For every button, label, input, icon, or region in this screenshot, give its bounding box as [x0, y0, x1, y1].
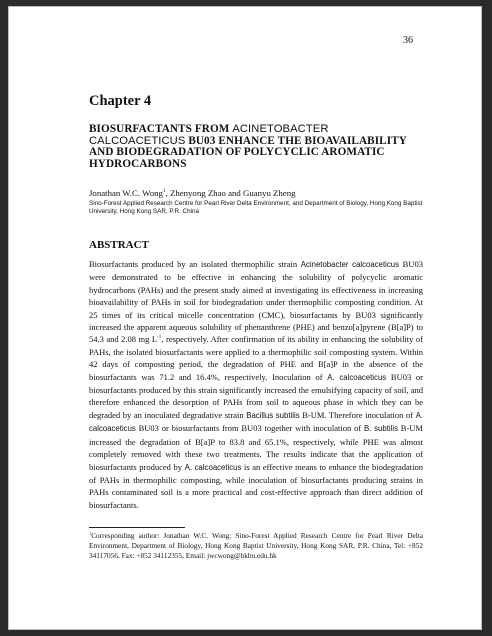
footnote-divider	[89, 527, 185, 528]
species-name: A. calcoaceticus	[327, 372, 387, 382]
footnote-mark: 1	[89, 530, 92, 536]
abstract-segment: BU03 or biosurfactants from BU03 together with inoculation of	[135, 423, 364, 434]
author-footnote-mark: 1	[162, 188, 166, 195]
title-part-2: BU03 ENHANCE THE BIOAVAILABILITY AND BIODEGRADATION OF POLYCYCLIC AROMATIC HYDROCARBONS	[89, 134, 407, 170]
abstract-segment: Biosurfactants produced by an isolated thermophilic strain	[89, 259, 301, 269]
chapter-heading: Chapter 4	[89, 93, 152, 109]
abstract-heading: ABSTRACT	[89, 239, 149, 251]
abstract-segment: , respectively. After confirmation of its ability in enhancing the solubility of PAHs, the isolated biosurfactants were applied to a thermophilic soil composting system. Within 42 days of composting period, the degradation of PHE and B[a]P in the absence of the biosurfactants was 71.2 and 16.4%, respectively. Inoculation of	[89, 334, 423, 382]
footnote-text: Corresponding author: Jonathan W.C. Wong: Sino-Forest Applied Research Centre for Pearl River Delta Environment, Department of Biology, Hong Kong Baptist University, Hong Kong SAR, P.R. China, Tel: +852 34117056, Fax: +852 34112355, Email: jwcwong@hkbu.edu.hk	[89, 531, 423, 560]
species-name: A. calcoaceticus	[184, 462, 242, 472]
title-part-1: BIOSURFACTANTS FROM	[89, 123, 233, 135]
abstract-segment: is an effective means to enhance the biodegradation of PAHs in thermophilic composting, while inoculation of biosurfactants producing strains in PAHs contaminated soil is a more practical and cost-effective approach than direct addition of biosurfactants.	[89, 461, 423, 510]
abstract-segment: B-UM. Therefore inoculation of	[299, 409, 416, 420]
author-line	[89, 188, 296, 198]
abstract-segment: BU03 or biosurfactants produced by this strain significantly increased the emulsifying capacity of soil, and therefore enhanced the desorption of PAHs from soil to aqueous phase in which they can be degraded by an inoculated degradative strain	[89, 371, 423, 420]
species-name: A. calcoaceticus	[89, 410, 424, 434]
abstract-segment: BU03 were demonstrated to be effective in enhancing the solubility of polycyclic aromatic hydrocarbons (PAHs) and the present study aimed at investigating its effectiveness in increasing bioavailability of PAHs in soil for biodegradation under thermophilic composting condition. At 25 times of its critical micelle concentration (CMC), biosurfactants by BU03 significantly increased the apparent aqueous solubility of phenanthrene (PHE) and benzo[a]pyrene (B[a]P) to 54.3 and 2.08 mg L	[89, 259, 423, 345]
title-species-epithet: CALCOACETICUS	[89, 134, 186, 147]
document-page	[8, 6, 482, 630]
author-others: , Zhenyong Zhao and Guanyu Zheng	[165, 188, 296, 198]
species-name: B. subtilis	[363, 424, 398, 434]
abstract-text	[89, 258, 423, 511]
affiliation: Sino-Forest Applied Research Centre for Pearl River Delta Environment, and Department of Biology, Hong Kong Baptist University, Hong Kong SAR, P.R. China	[89, 200, 423, 216]
unit-superscript: -1	[157, 334, 162, 341]
author-primary: Jonathan W.C. Wong	[89, 188, 163, 198]
species-name: Bacillus subtilis	[246, 410, 300, 420]
abstract-segment: B-UM increased the degradation of B[a]P to 83.8 and 65.1%, respectively, while PHE was almost completely removed with these two treatments. The results indicate that the application of biosurfactants produced by	[89, 423, 423, 472]
page-number: 36	[403, 35, 413, 46]
chapter-title	[89, 124, 419, 170]
species-name: Acinetobacter calcoaceticus	[300, 260, 399, 269]
title-species-genus: ACINETOBACTER	[232, 123, 329, 135]
footnote	[89, 531, 423, 561]
